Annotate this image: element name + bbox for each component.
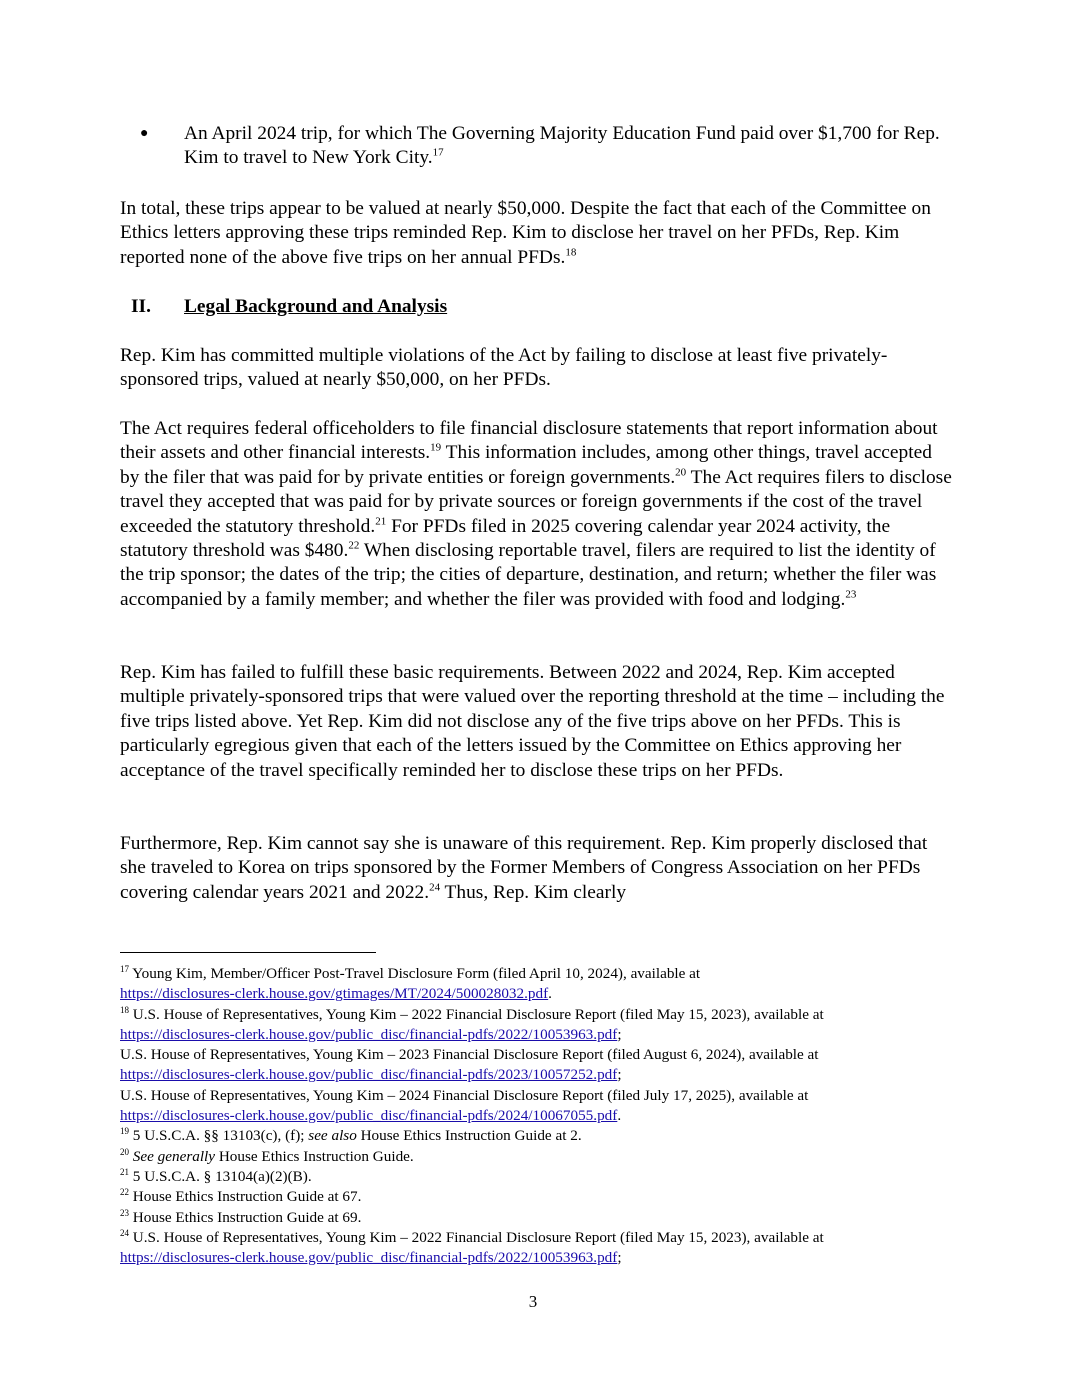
section-title: Legal Background and Analysis [184,296,448,317]
footnote-ref[interactable]: 17 [432,146,444,159]
bullet-item [120,122,950,171]
footnote-17: $^{17}$ Young Kim, Member/Officer Post-Travel Disclosure Form (filed April 10, 2024), available at https://disclosures-clerk.house.gov/gtimages/MT/2024/500028032.pdf. [120,963,701,1003]
paragraph-further: Furthermore, Rep. Kim cannot say she is unaware of this requirement. Rep. Kim properly disclosed that she traveled to Korea on trips sponsored by the Former Members of Congress Association on her PFDs covering calendar years 2021 and 2022.24 Thus, Rep. Kim clearly [120,833,928,903]
section-heading [131,295,447,319]
footnote-link[interactable]: https://disclosures-clerk.house.gov/public_disc/financial-pdfs/2022/10053963.pdf [120,1249,618,1267]
paragraph-total: In total, these trips appear to be valued at nearly $50,000. Despite the fact that each of the Committee on Ethics letters approving these trips reminded Rep. Kim to disclose her travel on her PFDs, Rep. Kim reported none of the above five trips on her annual PFDs.$^{18}$ [120,198,931,268]
footnote-23: $^{23}$ House Ethics Instruction Guide at 69. [120,1207,362,1226]
paragraph-act: The Act requires federal officeholders to file financial disclosure statements that report information about their assets and other financial interests.$^{19}$ This information includes, among other things, travel accepted by the filer that was paid for by private entities or foreign governments.$^{20}$ The Act requires filers to disclose travel they accepted that was paid for by private sources or foreign governments if the cost of the travel exceeded the statutory threshold.$^{21}$ For PFDs filed in 2025 covering calendar year 2024 activity, the statutory threshold was $480.22 When disclosing reportable travel, filers are required to list the identity of the trip sponsor; the dates of the trip; the cities of departure, destination, and return; whether the filer was accompanied by a family member; and whether the filer was provided with food and lodging.$^{23}$ [120,418,952,610]
footnote-ref[interactable]: 18 [565,246,577,259]
footnote-link[interactable]: https://disclosures-clerk.house.gov/public_disc/financial-pdfs/2022/10053963.pdf [120,1025,618,1043]
footnote-22: $^{22}$ House Ethics Instruction Guide at 67. [120,1187,362,1206]
bullet-text: An April 2024 trip, for which The Governing Majority Education Fund paid over $1,700 for Rep. Kim to travel to New York City.$^{17}$ [184,123,940,169]
paragraph-intro: Rep. Kim has committed multiple violations of the Act by failing to disclose at least five privately-sponsored trips, valued at nearly $50,000, on her PFDs. [120,345,888,391]
footnote-19: $^{19}$ 5 U.S.C.A. §§ 13103(c), (f); see also House Ethics Instruction Guide at 2. [120,1126,582,1145]
footnote-18-cont-2023: U.S. House of Representatives, Young Kim – 2023 Financial Disclosure Report (filed August 6, 2024), available at https://disclosures-clerk.house.gov/public_disc/financial-pdfs/2023/10057252.pdf; [120,1046,819,1084]
footnote-link[interactable]: https://disclosures-clerk.house.gov/public_disc/financial-pdfs/2023/10057252.pdf [120,1066,618,1084]
footnote-link[interactable]: https://disclosures-clerk.house.gov/gtimages/MT/2024/500028032.pdf [120,985,549,1003]
footnote-ref[interactable]: 23 [845,588,857,601]
footnote-ref[interactable]: 24 [429,881,441,894]
footnote-18-cont-2024: U.S. House of Representatives, Young Kim – 2024 Financial Disclosure Report (filed July 17, 2025), available at https://disclosures-clerk.house.gov/public_disc/financial-pdfs/2024/10067055.pdf. [120,1086,809,1125]
footnote-ref[interactable]: 19 [430,441,442,454]
footnote-20: $^{20}$ See generally House Ethics Instruction Guide. [120,1146,414,1165]
paragraph-failed: Rep. Kim has failed to fulfill these basic requirements. Between 2022 and 2024, Rep. Kim accepted multiple privately-sponsored trips that were valued over the reporting threshold at the time – including the five trips listed above. Yet Rep. Kim did not disclose any of the five trips above on her PFDs. This is particularly egregious given that each of the letters issued by the Committee on Ethics approving her acceptance of the travel specifically reminded her to disclose these trips on her PFDs. [120,662,945,781]
footnote-link[interactable]: https://disclosures-clerk.house.gov/public_disc/financial-pdfs/2024/10067055.pdf [120,1107,618,1125]
footnote-24: $^{24}$ U.S. House of Representatives, Young Kim – 2022 Financial Disclosure Report (filed May 15, 2023), available at https://disclosures-clerk.house.gov/public_disc/financial-pdfs/2022/10053963.pdf; [120,1227,824,1267]
footnote-ref[interactable]: 20 [675,466,687,479]
footnote-18: $^{18}$ U.S. House of Representatives, Young Kim – 2022 Financial Disclosure Report (filed May 15, 2023), available at https://disclosures-clerk.house.gov/public_disc/financial-pdfs/2022/10053963.pdf; [120,1004,824,1043]
footnote-21: $^{21}$ 5 U.S.C.A. § 13104(a)(2)(B). [120,1166,312,1185]
footnote-ref[interactable]: 21 [375,515,387,528]
section-number: II. [131,296,151,317]
footnote-ref[interactable]: 22 [348,539,360,552]
footnotes [120,964,960,1268]
page-number: 3 [528,1292,538,1311]
footnote-divider [120,952,376,953]
bullet-marker: ● [140,126,149,141]
